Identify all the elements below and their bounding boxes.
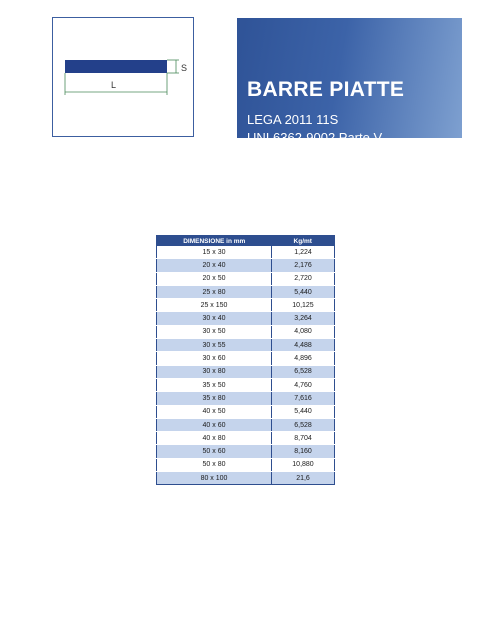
dimension-cell: 25 x 80 bbox=[157, 285, 272, 298]
weight-cell: 10,125 bbox=[272, 299, 335, 312]
table-row bbox=[157, 365, 335, 378]
s-label: S bbox=[181, 63, 188, 73]
table-row bbox=[157, 312, 335, 325]
table-row bbox=[157, 432, 335, 445]
dimension-cell: 20 x 40 bbox=[157, 259, 272, 272]
dimension-cell: 30 x 80 bbox=[157, 365, 272, 378]
weight-cell: 8,160 bbox=[272, 445, 335, 458]
weight-cell: 6,528 bbox=[272, 365, 335, 378]
weight-cell: 1,224 bbox=[272, 246, 335, 259]
table-row bbox=[157, 272, 335, 285]
weight-cell: 21,6 bbox=[272, 472, 335, 485]
table-row bbox=[157, 325, 335, 338]
standard-line: UNI 6362-9002 Parte V bbox=[247, 130, 383, 145]
dimension-cell: 30 x 40 bbox=[157, 312, 272, 325]
bar-shape bbox=[65, 60, 167, 73]
table-row bbox=[157, 378, 335, 391]
dimension-cell: 25 x 150 bbox=[157, 299, 272, 312]
dimension-cell: 35 x 50 bbox=[157, 378, 272, 391]
table-row bbox=[157, 405, 335, 418]
table-row bbox=[157, 259, 335, 272]
title-banner bbox=[237, 18, 462, 145]
table-row bbox=[157, 418, 335, 431]
weight-cell: 8,704 bbox=[272, 432, 335, 445]
weight-cell: 6,528 bbox=[272, 418, 335, 431]
table-row bbox=[157, 352, 335, 365]
header-dimension: DIMENSIONE in mm bbox=[157, 236, 272, 247]
dimension-cell: 30 x 60 bbox=[157, 352, 272, 365]
table-row bbox=[157, 392, 335, 405]
weight-cell: 10,880 bbox=[272, 458, 335, 471]
table-row bbox=[157, 299, 335, 312]
dimension-cell: 30 x 55 bbox=[157, 339, 272, 352]
table-row bbox=[157, 339, 335, 352]
dimension-cell: 40 x 50 bbox=[157, 405, 272, 418]
alloy-line: LEGA 2011 11S bbox=[247, 112, 339, 127]
bar-drawing bbox=[52, 17, 194, 137]
dimension-cell: 20 x 50 bbox=[157, 272, 272, 285]
table-header-row bbox=[157, 236, 335, 247]
table-row bbox=[157, 472, 335, 485]
page-title: BARRE PIATTE bbox=[247, 78, 405, 101]
dimension-cell: 80 x 100 bbox=[157, 472, 272, 485]
weight-cell: 2,176 bbox=[272, 259, 335, 272]
table-row bbox=[157, 246, 335, 259]
table-row bbox=[157, 285, 335, 298]
table-row bbox=[157, 458, 335, 471]
weight-cell: 4,488 bbox=[272, 339, 335, 352]
dimension-cell: 35 x 80 bbox=[157, 392, 272, 405]
weight-cell: 5,440 bbox=[272, 405, 335, 418]
weight-cell: 4,080 bbox=[272, 325, 335, 338]
weight-cell: 5,440 bbox=[272, 285, 335, 298]
dimension-cell: 40 x 60 bbox=[157, 418, 272, 431]
dimension-cell: 50 x 60 bbox=[157, 445, 272, 458]
weight-cell: 4,896 bbox=[272, 352, 335, 365]
header-weight: Kg/mt bbox=[272, 236, 335, 247]
weight-cell: 4,760 bbox=[272, 378, 335, 391]
weight-cell: 3,264 bbox=[272, 312, 335, 325]
table-row bbox=[157, 445, 335, 458]
dimension-cell: 30 x 50 bbox=[157, 325, 272, 338]
dimensions-table bbox=[156, 235, 335, 485]
weight-cell: 2,720 bbox=[272, 272, 335, 285]
weight-cell: 7,616 bbox=[272, 392, 335, 405]
dimension-cell: 50 x 80 bbox=[157, 458, 272, 471]
flat-bar-diagram bbox=[53, 18, 195, 138]
dimension-cell: 15 x 30 bbox=[157, 246, 272, 259]
dimension-cell: 40 x 80 bbox=[157, 432, 272, 445]
l-label: L bbox=[111, 80, 117, 90]
